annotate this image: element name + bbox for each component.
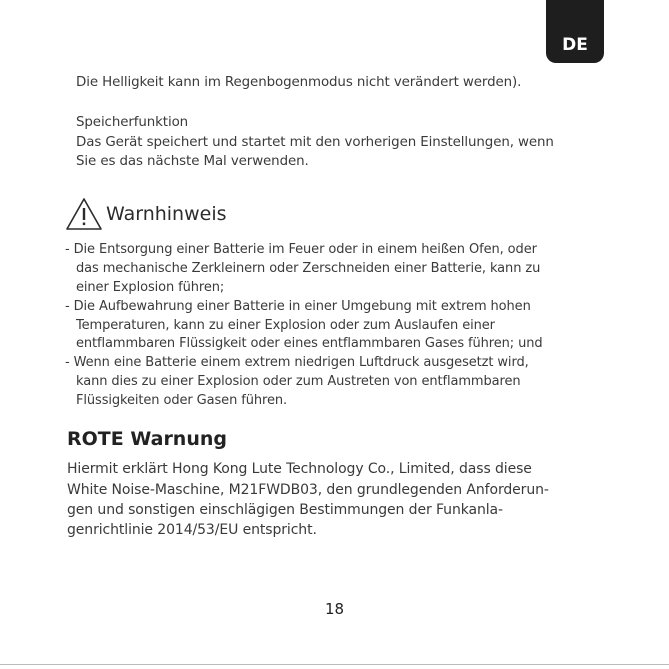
warning-line: - Die Aufbewahrung einer Batterie in einer Umgebung mit extrem hohen bbox=[65, 299, 531, 314]
memory-line: Sie es das nächste Mal verwenden. bbox=[76, 154, 309, 169]
red-warning-title: ROTE Warnung bbox=[67, 428, 227, 450]
memory-line: Das Gerät speichert und startet mit den vorherigen Einstellungen, wenn bbox=[76, 135, 554, 150]
declaration-line: gen und sonstigen einschlägigen Bestimmungen der Funkanla- bbox=[67, 502, 503, 518]
warning-line: - Wenn eine Batterie einem extrem niedrigen Luftdruck ausgesetzt wird, bbox=[65, 355, 529, 370]
brightness-note: Die Helligkeit kann im Regenbogenmodus nicht verändert werden). bbox=[76, 75, 522, 90]
warning-line: - Die Entsorgung einer Batterie im Feuer oder in einem heißen Ofen, oder bbox=[65, 242, 537, 257]
declaration-line: White Noise-Maschine, M21FWDB03, den grundlegenden Anforderun- bbox=[67, 482, 549, 498]
warning-line: Flüssigkeiten oder Gasen führen. bbox=[76, 393, 288, 408]
declaration-line: genrichtlinie 2014/53/EU entspricht. bbox=[67, 522, 317, 538]
warning-triangle-icon bbox=[65, 197, 103, 231]
warning-line: einer Explosion führen; bbox=[76, 280, 225, 295]
language-tab: DE bbox=[546, 0, 604, 63]
page-number: 18 bbox=[324, 600, 345, 618]
declaration-line: Hiermit erklärt Hong Kong Lute Technology Co., Limited, dass diese bbox=[67, 461, 532, 477]
warning-line: entflammbaren Flüssigkeit oder eines entflammbaren Gases führen; und bbox=[76, 336, 543, 351]
warning-heading: Warnhinweis bbox=[106, 203, 227, 225]
warning-line: Temperaturen, kann zu einer Explosion oder zum Auslaufen einer bbox=[76, 318, 495, 333]
page-bottom-edge bbox=[0, 664, 669, 669]
warning-line: das mechanische Zerkleinern oder Zerschneiden einer Batterie, kann zu bbox=[76, 261, 541, 276]
memory-title: Speicherfunktion bbox=[76, 115, 189, 130]
warning-line: kann dies zu einer Explosion oder zum Austreten von entflammbaren bbox=[76, 374, 521, 389]
